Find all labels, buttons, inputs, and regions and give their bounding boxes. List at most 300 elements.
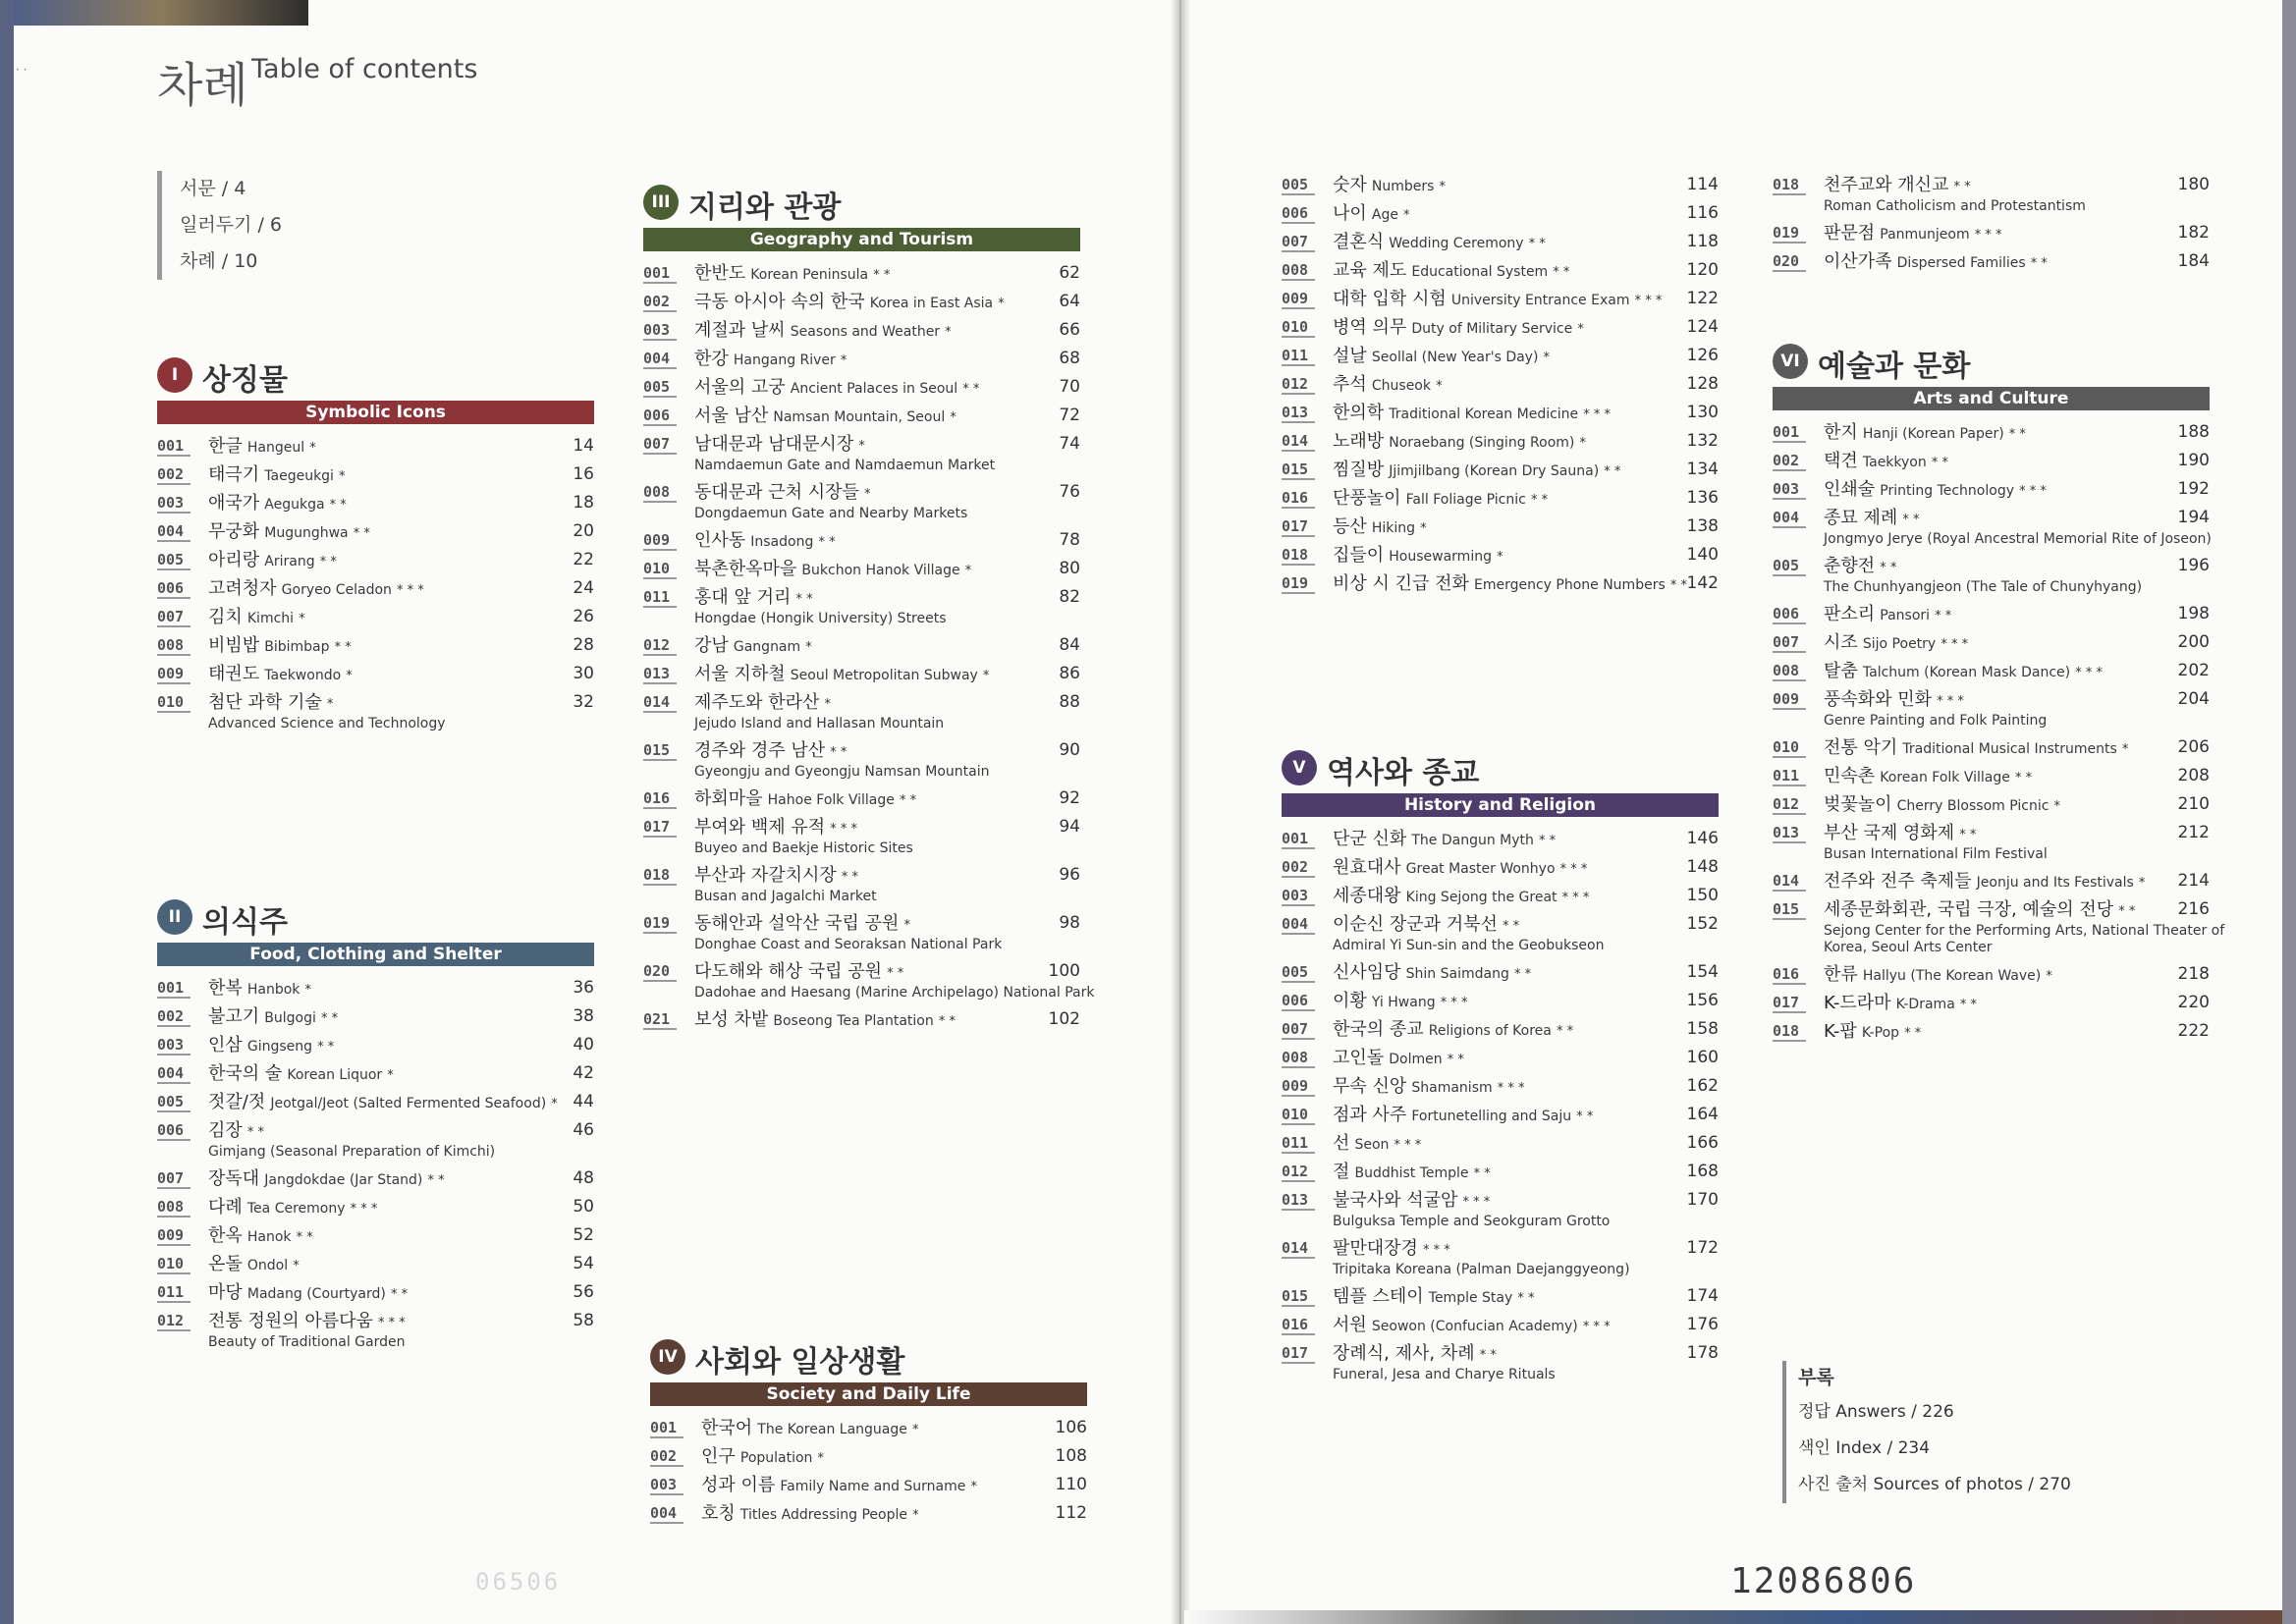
difficulty-stars: * — [309, 441, 316, 456]
entry-title-kr: 노래방 — [1333, 431, 1385, 452]
entry-page-number: 208 — [2177, 766, 2210, 785]
entry-subtitle-en: Roman Catholicism and Protestantism — [1824, 198, 2086, 214]
entry-number: 002 — [157, 1008, 191, 1027]
toc-entry[interactable] — [1282, 821, 1719, 849]
toc-entry[interactable] — [1773, 815, 2210, 863]
entry-page-number: 72 — [1059, 406, 1080, 425]
difficulty-stars: * * — [1669, 578, 1687, 593]
entry-number: 004 — [1282, 916, 1315, 935]
entry-title-en: Korean Liquor — [287, 1067, 383, 1083]
toc-entry[interactable] — [157, 970, 594, 999]
toc-entry[interactable] — [1773, 443, 2210, 471]
toc-entry[interactable] — [1282, 849, 1719, 878]
entry-subtitle-en: Sejong Center for the Performing Arts, National Theater of — [1824, 923, 2225, 939]
entry-title-kr: 동대문과 근처 시장들 — [694, 482, 859, 503]
entry-title-en: Boseong Tea Plantation — [773, 1013, 934, 1029]
toc-entry[interactable] — [157, 428, 594, 457]
entry-subtitle-en: Jongmyo Jerye (Royal Ancestral Memorial Rite of Joseon) — [1824, 531, 2212, 547]
entry-title-kr: 동해안과 설악산 국립 공원 — [694, 913, 900, 934]
toc-entry[interactable] — [643, 905, 1080, 953]
entry-page-number: 70 — [1059, 377, 1080, 397]
entry-title-kr: 고려청자 — [208, 578, 277, 599]
difficulty-stars: * * * — [1394, 1138, 1422, 1153]
entry-page-number: 172 — [1686, 1238, 1719, 1258]
entry-title-kr: 아리랑 — [208, 550, 260, 570]
toc-entry[interactable] — [1282, 1125, 1719, 1154]
entry-page-number: 46 — [573, 1120, 594, 1140]
entry-page-number: 148 — [1686, 857, 1719, 877]
entry-title-en: Korean Folk Village — [1880, 770, 2010, 785]
toc-entry[interactable] — [1773, 681, 2210, 730]
entry-title-en: Hanok — [246, 1229, 292, 1245]
entry-title-kr: 천주교와 개신교 — [1824, 175, 1949, 195]
entry-page-number: 222 — [2177, 1021, 2210, 1041]
entry-page-number: 118 — [1686, 232, 1719, 251]
entry-page-number: 130 — [1686, 403, 1719, 422]
toc-entry[interactable] — [157, 599, 594, 627]
toc-entry[interactable] — [643, 656, 1080, 684]
entry-title-en: Gingseng — [246, 1039, 313, 1055]
entry-subtitle-en: Advanced Science and Technology — [208, 716, 446, 731]
toc-entry[interactable] — [643, 781, 1080, 809]
toc-entry[interactable] — [1282, 423, 1719, 452]
entry-title-kr: 절 — [1333, 1162, 1350, 1182]
toc-entry[interactable] — [1773, 167, 2210, 215]
toc-entry[interactable] — [1282, 1040, 1719, 1068]
entry-page-number: 180 — [2177, 175, 2210, 194]
entry-title-kr: 세종대왕 — [1333, 886, 1401, 906]
toc-entry[interactable] — [643, 953, 1095, 1001]
entry-title-kr: 서원 — [1333, 1315, 1367, 1335]
difficulty-stars: * — [864, 487, 871, 502]
entry-title-en: Jjimjilbang (Korean Dry Sauna) — [1389, 463, 1600, 479]
entry-title-kr: 병역 의무 — [1333, 317, 1407, 338]
entry-page-number: 132 — [1686, 431, 1719, 451]
entry-page-number: 38 — [573, 1006, 594, 1026]
entry-number: 001 — [1773, 424, 1806, 443]
book-edge-right — [2282, 0, 2296, 1624]
entry-number: 009 — [1773, 691, 1806, 710]
entry-number: 017 — [1282, 518, 1315, 537]
entry-title-en: Namsan Mountain, Seoul — [773, 409, 946, 425]
section-title: 지리와 관광 — [688, 190, 842, 225]
toc-entry[interactable] — [1773, 548, 2210, 596]
toc-entry[interactable] — [1282, 1182, 1719, 1230]
entry-number: 012 — [1282, 1164, 1315, 1182]
entry-page-number: 94 — [1059, 817, 1080, 837]
toc-entry[interactable] — [650, 1495, 1087, 1524]
entry-page-number: 214 — [2177, 871, 2210, 891]
toc-entry[interactable] — [1282, 338, 1719, 366]
entry-title-en: Duty of Military Service — [1411, 321, 1573, 337]
toc-entry[interactable] — [1282, 983, 1719, 1011]
difficulty-stars: * * — [1935, 609, 1952, 623]
difficulty-stars: * — [805, 640, 812, 655]
difficulty-stars: * — [982, 669, 990, 683]
entry-page-number: 86 — [1059, 664, 1080, 683]
entry-number: 001 — [157, 980, 191, 999]
entry-title-kr: 불국사와 석굴암 — [1333, 1190, 1458, 1211]
toc-entry[interactable] — [1282, 906, 1719, 954]
toc-entry[interactable] — [1773, 863, 2210, 892]
entry-title-en: Jangdokdae (Jar Stand) — [264, 1172, 423, 1188]
entry-title-en: Dispersed Families — [1896, 255, 2026, 271]
difficulty-stars: * — [326, 697, 334, 712]
toc-entry[interactable] — [643, 684, 1080, 732]
entry-page-number: 56 — [573, 1282, 594, 1302]
toc-entry[interactable] — [650, 1410, 1087, 1438]
entry-number: 004 — [1773, 510, 1806, 528]
difficulty-stars: * — [998, 297, 1005, 311]
toc-entry[interactable] — [157, 1161, 594, 1189]
entry-title-kr: 홍대 앞 거리 — [694, 587, 792, 608]
entry-page-number: 110 — [1055, 1475, 1087, 1494]
toc-entry[interactable] — [1282, 195, 1719, 224]
difficulty-stars: * * — [1503, 919, 1520, 934]
difficulty-stars: * * * — [1497, 1081, 1525, 1096]
toc-entry[interactable] — [1282, 566, 1719, 594]
front-matter-item[interactable]: 차례 / 10 — [180, 250, 258, 272]
entry-list — [157, 428, 594, 732]
toc-entry[interactable] — [1773, 730, 2210, 758]
toc-entry[interactable] — [157, 1112, 594, 1161]
toc-entry[interactable] — [157, 1303, 594, 1351]
section-header — [1773, 342, 2210, 384]
difficulty-stars: * * * — [1582, 1320, 1611, 1334]
toc-entry[interactable] — [1773, 215, 2210, 244]
toc-entry[interactable] — [1282, 309, 1719, 338]
difficulty-stars: * * * — [397, 583, 424, 598]
toc-entry[interactable] — [157, 542, 594, 570]
entry-page-number: 22 — [573, 550, 594, 569]
difficulty-stars: * — [299, 612, 305, 626]
entry-subtitle-en: Jejudo Island and Hallasan Mountain — [694, 716, 945, 731]
entry-number: 007 — [1282, 234, 1315, 252]
entry-number: 013 — [643, 666, 677, 684]
section-header — [1282, 748, 1719, 790]
entry-number: 008 — [1282, 262, 1315, 281]
toc-entry[interactable] — [650, 1467, 1087, 1495]
entry-title-kr: 판문점 — [1824, 223, 1876, 244]
toc-entry[interactable] — [1282, 1230, 1719, 1278]
toc-entry[interactable] — [157, 457, 594, 485]
entry-title-kr: 한지 — [1824, 422, 1858, 443]
toc-entry[interactable] — [157, 1189, 594, 1218]
entry-title-en: Taekkyon — [1862, 455, 1927, 470]
toc-entry[interactable] — [1282, 395, 1719, 423]
entry-page-number: 26 — [573, 607, 594, 626]
section-subtitle-bar: Arts and Culture — [1773, 387, 2210, 410]
entry-title-kr: 한의학 — [1333, 403, 1385, 423]
book-gutter — [1171, 0, 1190, 1624]
toc-entry[interactable] — [1282, 281, 1719, 309]
entry-title-en: Cherry Blossom Picnic — [1896, 798, 2050, 814]
entry-page-number: 42 — [573, 1063, 594, 1083]
entry-number: 013 — [1282, 1192, 1315, 1211]
entry-number: 019 — [643, 915, 677, 934]
entry-page-number: 194 — [2177, 508, 2210, 527]
toc-entry[interactable] — [643, 551, 1080, 579]
entry-title-kr: 다도해와 해상 국립 공원 — [694, 961, 883, 982]
appendix-title: 부록 — [1798, 1367, 1834, 1388]
section-title: 예술과 문화 — [1818, 350, 1971, 384]
toc-entry[interactable] — [1282, 954, 1719, 983]
difficulty-stars: * * * — [1440, 996, 1468, 1010]
entry-number: 002 — [643, 294, 677, 312]
entry-title-en: Kimchi — [246, 611, 295, 626]
toc-entry[interactable] — [1282, 480, 1719, 509]
toc-entry[interactable] — [157, 1218, 594, 1246]
toc-entry[interactable] — [643, 732, 1080, 781]
toc-entry[interactable] — [1773, 653, 2210, 681]
entry-title-kr: 춘향전 — [1824, 556, 1876, 576]
toc-entry[interactable] — [157, 1084, 594, 1112]
toc-entry[interactable] — [157, 1056, 594, 1084]
toc-entry[interactable] — [157, 999, 594, 1027]
entry-number: 014 — [1282, 1240, 1315, 1259]
toc-entry[interactable] — [1282, 366, 1719, 395]
toc-entry[interactable] — [1773, 471, 2210, 500]
toc-entry[interactable] — [157, 684, 594, 732]
toc-entry[interactable] — [157, 656, 594, 684]
difficulty-stars: * * * — [1634, 294, 1663, 308]
entry-number: 019 — [1773, 225, 1806, 244]
toc-entry[interactable] — [1282, 537, 1719, 566]
entry-title-kr: 팔만대장경 — [1333, 1238, 1418, 1259]
entry-title-en: K-Drama — [1895, 997, 1955, 1012]
entry-title-kr: 강남 — [694, 635, 729, 656]
entry-title-kr: 장독대 — [208, 1168, 260, 1189]
entry-number: 003 — [157, 1037, 191, 1056]
entry-number: 009 — [157, 1227, 191, 1246]
section-header — [643, 183, 1080, 225]
toc-entry[interactable] — [643, 284, 1080, 312]
difficulty-stars: * — [1543, 351, 1551, 365]
entry-title-kr: 고인돌 — [1333, 1048, 1385, 1068]
toc-entry[interactable] — [157, 485, 594, 514]
difficulty-stars: * — [2046, 969, 2052, 984]
entry-subtitle-en: Busan and Jagalchi Market — [694, 889, 877, 904]
entry-title-kr: 계절과 날씨 — [694, 320, 786, 341]
difficulty-stars: * * — [1604, 464, 1621, 479]
entry-title-en: Traditional Korean Medicine — [1389, 406, 1579, 422]
entry-title-kr: 부여와 백제 유적 — [694, 817, 826, 838]
toc-entry[interactable] — [157, 1274, 594, 1303]
toc-entry[interactable] — [643, 398, 1080, 426]
toc-entry[interactable] — [1773, 596, 2210, 624]
toc-entry[interactable] — [643, 809, 1080, 857]
entry-title-kr: 한반도 — [694, 263, 746, 284]
entry-title-en: University Entrance Exam — [1450, 293, 1630, 308]
toc-entry[interactable] — [1282, 509, 1719, 537]
toc-entry[interactable] — [1282, 1307, 1719, 1335]
toc-entry[interactable] — [1773, 624, 2210, 653]
entry-title-kr: 젓갈/젓 — [208, 1092, 266, 1112]
entry-number: 005 — [1773, 558, 1806, 576]
entry-page-number: 88 — [1059, 692, 1080, 712]
entry-number: 014 — [1773, 873, 1806, 892]
toc-entry[interactable] — [1282, 1154, 1719, 1182]
section-subtitle-bar: Food, Clothing and Shelter — [157, 943, 594, 966]
entry-page-number: 212 — [2177, 823, 2210, 842]
entry-title-en: Mugunghwa — [264, 525, 349, 541]
entry-title-kr: 나이 — [1333, 203, 1367, 224]
difficulty-stars: * — [1577, 322, 1584, 337]
toc-entry[interactable] — [1773, 244, 2210, 272]
toc-entry[interactable] — [157, 1246, 594, 1274]
difficulty-stars: * * — [320, 1011, 339, 1026]
toc-entry[interactable] — [643, 255, 1080, 284]
toc-entry[interactable] — [643, 579, 1080, 627]
toc-entry[interactable] — [1773, 1013, 2210, 1042]
difficulty-stars: * * — [1556, 1024, 1574, 1039]
entry-title-kr: 민속촌 — [1824, 766, 1876, 786]
entry-number: 015 — [643, 742, 677, 761]
entry-title-en: Population — [739, 1450, 813, 1466]
toc-entry[interactable] — [643, 369, 1080, 398]
toc-entry[interactable] — [157, 627, 594, 656]
toc-entry[interactable] — [157, 1027, 594, 1056]
entry-title-kr: 불고기 — [208, 1006, 260, 1027]
appendix-item-photo-sources[interactable]: 사진 출처 Sources of photos / 270 — [1798, 1475, 2071, 1494]
entry-number: 006 — [1773, 606, 1806, 624]
entry-page-number: 182 — [2177, 223, 2210, 243]
difficulty-stars: * * — [1513, 967, 1532, 982]
toc-entry[interactable] — [643, 627, 1080, 656]
entry-title-kr: 김치 — [208, 607, 243, 627]
entry-page-number: 92 — [1059, 788, 1080, 808]
front-matter-item[interactable]: 서문 / 4 — [180, 178, 246, 199]
entry-title-kr: 보성 차밭 — [694, 1009, 769, 1030]
toc-entry[interactable] — [1773, 892, 2225, 956]
toc-entry[interactable] — [1282, 1068, 1719, 1097]
entry-number: 016 — [1773, 966, 1806, 985]
entry-number: 018 — [643, 867, 677, 886]
entry-title-kr: 남대문과 남대문시장 — [694, 434, 854, 455]
entry-title-en: Great Master Wonhyo — [1405, 861, 1556, 877]
toc-entry[interactable] — [1773, 414, 2210, 443]
entry-subtitle-en: Busan International Film Festival — [1824, 846, 2048, 862]
entry-number: 004 — [157, 523, 191, 542]
entry-title-kr: 인삼 — [208, 1035, 243, 1056]
entry-title-kr: 김장 — [208, 1120, 243, 1141]
entry-page-number: 174 — [1686, 1286, 1719, 1306]
toc-entry[interactable] — [650, 1438, 1087, 1467]
toc-entry[interactable] — [157, 570, 594, 599]
entry-page-number: 196 — [2177, 556, 2210, 575]
entry-page-number: 210 — [2177, 794, 2210, 814]
entry-page-number: 124 — [1686, 317, 1719, 337]
entry-title-kr: 마당 — [208, 1282, 243, 1303]
difficulty-stars: * * — [830, 745, 847, 760]
difficulty-stars: * — [840, 353, 847, 368]
entry-title-kr: 전주와 전주 축제들 — [1824, 871, 1972, 892]
toc-entry[interactable] — [1773, 500, 2210, 548]
toc-entry[interactable] — [643, 341, 1080, 369]
entry-title-en: Hallyu (The Korean Wave) — [1862, 968, 2042, 984]
entry-title-en: Bukchon Hanok Village — [801, 563, 960, 578]
appendix-item-index[interactable]: 색인 Index / 234 — [1798, 1438, 1931, 1458]
entry-number: 021 — [643, 1011, 677, 1030]
front-matter-item[interactable]: 일러두기 / 6 — [180, 214, 282, 236]
entry-page-number: 112 — [1055, 1503, 1087, 1523]
entry-title-kr: 제주도와 한라산 — [694, 692, 820, 713]
entry-title-kr: 하회마을 — [694, 788, 763, 809]
entry-number: 013 — [1773, 825, 1806, 843]
toc-entry[interactable] — [1282, 878, 1719, 906]
section-society-daily-life — [650, 1337, 1087, 1573]
entry-number: 004 — [157, 1065, 191, 1084]
entry-page-number: 156 — [1686, 991, 1719, 1010]
entry-page-number: 44 — [573, 1092, 594, 1111]
entry-title-en: Pansori — [1880, 608, 1931, 623]
entry-title-kr: 한복 — [208, 978, 243, 999]
section-history-religion — [1282, 748, 1719, 1383]
entry-page-number: 158 — [1686, 1019, 1719, 1039]
entry-title-kr: 설날 — [1333, 346, 1367, 366]
entry-number: 016 — [643, 790, 677, 809]
entry-number: 006 — [643, 407, 677, 426]
entry-title-en: K-Pop — [1861, 1025, 1900, 1041]
entry-page-number: 50 — [573, 1197, 594, 1217]
entry-page-number: 140 — [1686, 545, 1719, 565]
difficulty-stars: * * * — [1937, 694, 1964, 709]
entry-number: 010 — [157, 1256, 191, 1274]
entry-title-kr: 비빔밥 — [208, 635, 260, 656]
toc-entry[interactable] — [643, 857, 1080, 905]
toc-entry[interactable] — [1282, 1335, 1719, 1383]
toc-entry[interactable] — [1282, 452, 1719, 480]
entry-number: 005 — [157, 1094, 191, 1112]
toc-entry[interactable] — [157, 514, 594, 542]
difficulty-stars: * — [551, 1097, 558, 1111]
entry-page-number: 154 — [1686, 962, 1719, 982]
section-numeral-badge: V — [1282, 750, 1317, 785]
toc-entry[interactable] — [1773, 786, 2210, 815]
toc-entry[interactable] — [643, 522, 1080, 551]
entry-number: 005 — [643, 379, 677, 398]
toc-entry[interactable] — [643, 426, 1080, 474]
entry-number: 014 — [643, 694, 677, 713]
section-title: 상징물 — [202, 363, 288, 398]
difficulty-stars: * * * — [1423, 1243, 1450, 1258]
entry-title-kr: 극동 아시아 속의 한국 — [694, 292, 865, 312]
entry-title-kr: 교육 제도 — [1333, 260, 1407, 281]
toc-entry[interactable] — [1773, 758, 2210, 786]
toc-entry[interactable] — [643, 474, 1080, 522]
toc-entry[interactable] — [1282, 252, 1719, 281]
section-subtitle-bar: History and Religion — [1282, 793, 1719, 817]
toc-entry[interactable] — [1282, 1278, 1719, 1307]
toc-entry[interactable] — [1773, 956, 2210, 985]
toc-entry[interactable] — [1282, 1097, 1719, 1125]
difficulty-stars: * — [945, 325, 952, 340]
appendix-item-answers[interactable]: 정답 Answers / 226 — [1798, 1402, 1954, 1422]
entry-title-kr: 성과 이름 — [701, 1475, 776, 1495]
entry-title-en: Emergency Phone Numbers — [1473, 577, 1666, 593]
entry-page-number: 82 — [1059, 587, 1080, 607]
toc-entry[interactable] — [1282, 1011, 1719, 1040]
entry-page-number: 84 — [1059, 635, 1080, 655]
toc-entry[interactable] — [1282, 224, 1719, 252]
entry-title-kr: 한강 — [694, 349, 729, 369]
entry-page-number: 198 — [2177, 604, 2210, 623]
toc-entry[interactable] — [1773, 985, 2210, 1013]
toc-entry[interactable] — [643, 312, 1080, 341]
toc-entry[interactable] — [1282, 167, 1719, 195]
toc-entry[interactable] — [643, 1001, 1080, 1030]
difficulty-stars: * * — [1904, 1026, 1922, 1041]
